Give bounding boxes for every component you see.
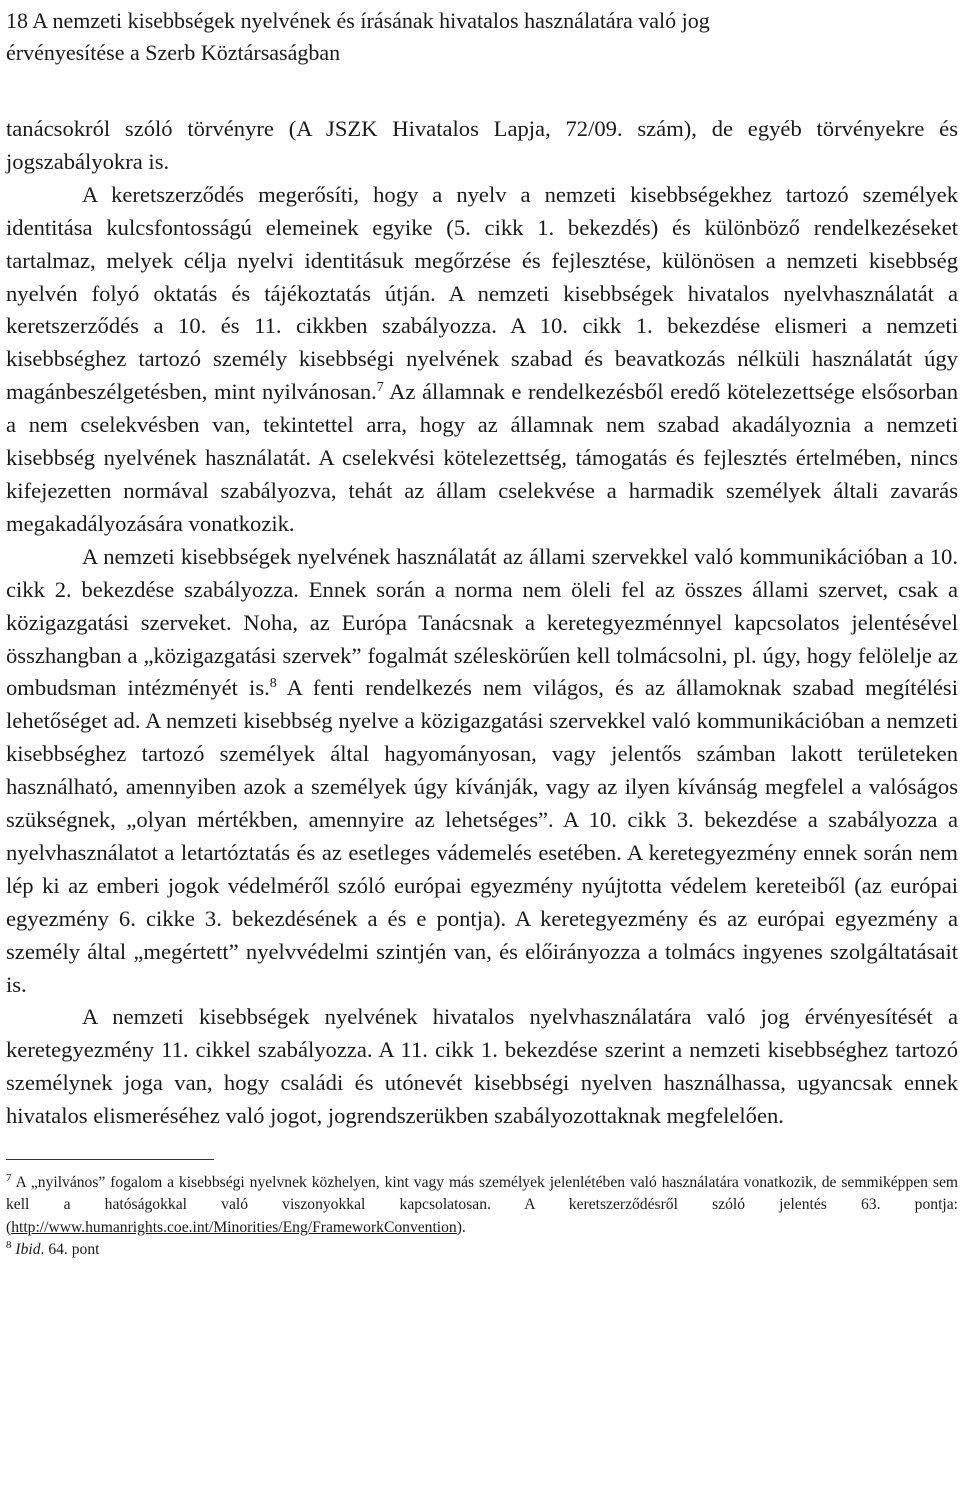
footnote-8-marker: 8: [6, 1238, 12, 1251]
document-page: [6, 0, 958, 1261]
footnotes: [6, 1172, 958, 1261]
paragraph-3-text-a: A nemzeti kisebbségek nyelvének használatát az állami szervekkel való kommunikációban a 10. cikk 2. bekezdése szabályozza. Ennek során a norma nem öleli fel az összes állami szervet, csak a közigazgatási szerveket. Noha, az Európa Tanácsnak a keretegyezménnyel kapcsolatos jelentésével összhangban a „közigazgatási szervek” fogalmát széleskörűen kell tolmácsolni, pl. úgy, hogy felölelje az ombudsman intézményét is.: [6, 543, 958, 701]
paragraph-3-text-b: A fenti rendelkezés nem világos, és az államoknak szabad megítélési lehetőséget ad. A nemzeti kisebbség nyelve a közigazgatási szervekkel való kommunikációban a nemzeti kisebbséghez tartozó személyek által hagyományosan, vagy jelentős számban lakott területeken használható, amennyiben azok a személyek úgy kívánják, vagy az ilyen kívánság megfelel a valóságos szükségnek, „olyan mértékben, amennyire az lehetséges”. A 10. cikk 3. bekezdése a szabályozza a nyelvhasználatot a letartóztatás és az esetleges vádemelés esetében. A keretegyezmény ennek során nem lép ki az emberi jogok védelméről szóló európai egyezmény nyújtotta védelem kereteiből (az európai egyezmény 6. cikke 3. bekezdésének a és e pontja). A keretegyezmény és az európai egyezmény a személy által „megértett” nyelvvédelmi szintjén van, és előirányozza a tolmács ingyenes szolgáltatásait is.: [6, 675, 958, 997]
footnote-7-marker: 7: [6, 1172, 12, 1185]
paragraph-2: [6, 179, 958, 541]
footnote-8-ibid: Ibid: [15, 1240, 41, 1258]
running-header: [6, 5, 958, 69]
footnote-8: [6, 1239, 958, 1261]
paragraph-2-text-b: Az államnak e rendelkezésből eredő kötelezettsége elsősorban a nem cselekvésben van, tekintettel arra, hogy az államnak nem szabad akadályoznia a nemzeti kisebbség nyelvének használatát. A cselekvési kötelezettség, támogatás és fejlesztés értelmében, nincs kifejezetten normával szabályozva, tehát az állam cselekvése a harmadik személyek általi zavarás megakadályozására vonatkozik.: [6, 379, 958, 536]
page-number: 18: [6, 8, 28, 33]
paragraph-2-text-a: A keretszerződés megerősíti, hogy a nyelv a nemzeti kisebbségekhez tartozó személyek identitása kulcsfontosságú elemeinek egyike (5. cikk 1. bekezdés) és különböző rendelkezéseket tartalmaz, melyek célja nyelvi identitásuk megőrzése és fejlesztése, különösen a nemzeti kisebbség nyelvén folyó oktatás és tájékoztatás útján. A nemzeti kisebbségek hivatalos nyelvhasználatát a keretszerződés a 10. és 11. cikkben szabályozza. A 10. cikk 1. bekezdése elismeri a nemzeti kisebbséghez tartozó személy kisebbségi nyelvének szabad és beavatkozás nélküli használatát úgy magánbeszélgetésben, mint nyilvánosan.: [6, 181, 958, 405]
footnote-divider: [6, 1159, 214, 1160]
footnote-7-text: A „nyilvános” fogalom a kisebbségi nyelvnek közhelyen, kint vagy más személyek jelenlétében való használatára vonatkozik, de semmiképpen sem kell a hatóságokkal való viszonyokkal kapcsolatosan. A keretszerződésről szóló jelentés 63. pontja: (: [6, 1174, 958, 1236]
header-title-line2: érvényesítése a Szerb Köztársaságban: [6, 40, 341, 65]
footnote-ref-8[interactable]: 8: [269, 676, 277, 692]
footnote-7-link[interactable]: http://www.humanrights.coe.int/Minorities/Eng/FrameworkConvention: [11, 1218, 457, 1236]
footnote-8-text: . 64. pont: [40, 1240, 100, 1258]
body-text: [6, 113, 958, 1133]
header-title-line1: A nemzeti kisebbségek nyelvének és írásának hivatalos használatára való jog: [32, 8, 710, 33]
footnote-ref-7[interactable]: 7: [376, 380, 384, 396]
footnote-7: [6, 1172, 958, 1239]
paragraph-4: A nemzeti kisebbségek nyelvének hivatalos nyelvhasználatára való jog érvényesítését a keretegyezmény 11. cikkel szabályozza. A 11. cikk 1. bekezdése szerint a nemzeti kisebbséghez tartozó személynek joga van, hogy családi és utónevét kisebbségi nyelven használhassa, ugyancsak ennek hivatalos elismeréséhez való jogot, jogrendszerükben szabályozottaknak megfelelően.: [6, 1004, 958, 1129]
paragraph-1: tanácsokról szóló törvényre (A JSZK Hivatalos Lapja, 72/09. szám), de egyéb törvényekre és jogszabályokra is.: [6, 116, 958, 174]
paragraph-3: [6, 541, 958, 1002]
footnote-7-text-end: ).: [456, 1218, 466, 1236]
